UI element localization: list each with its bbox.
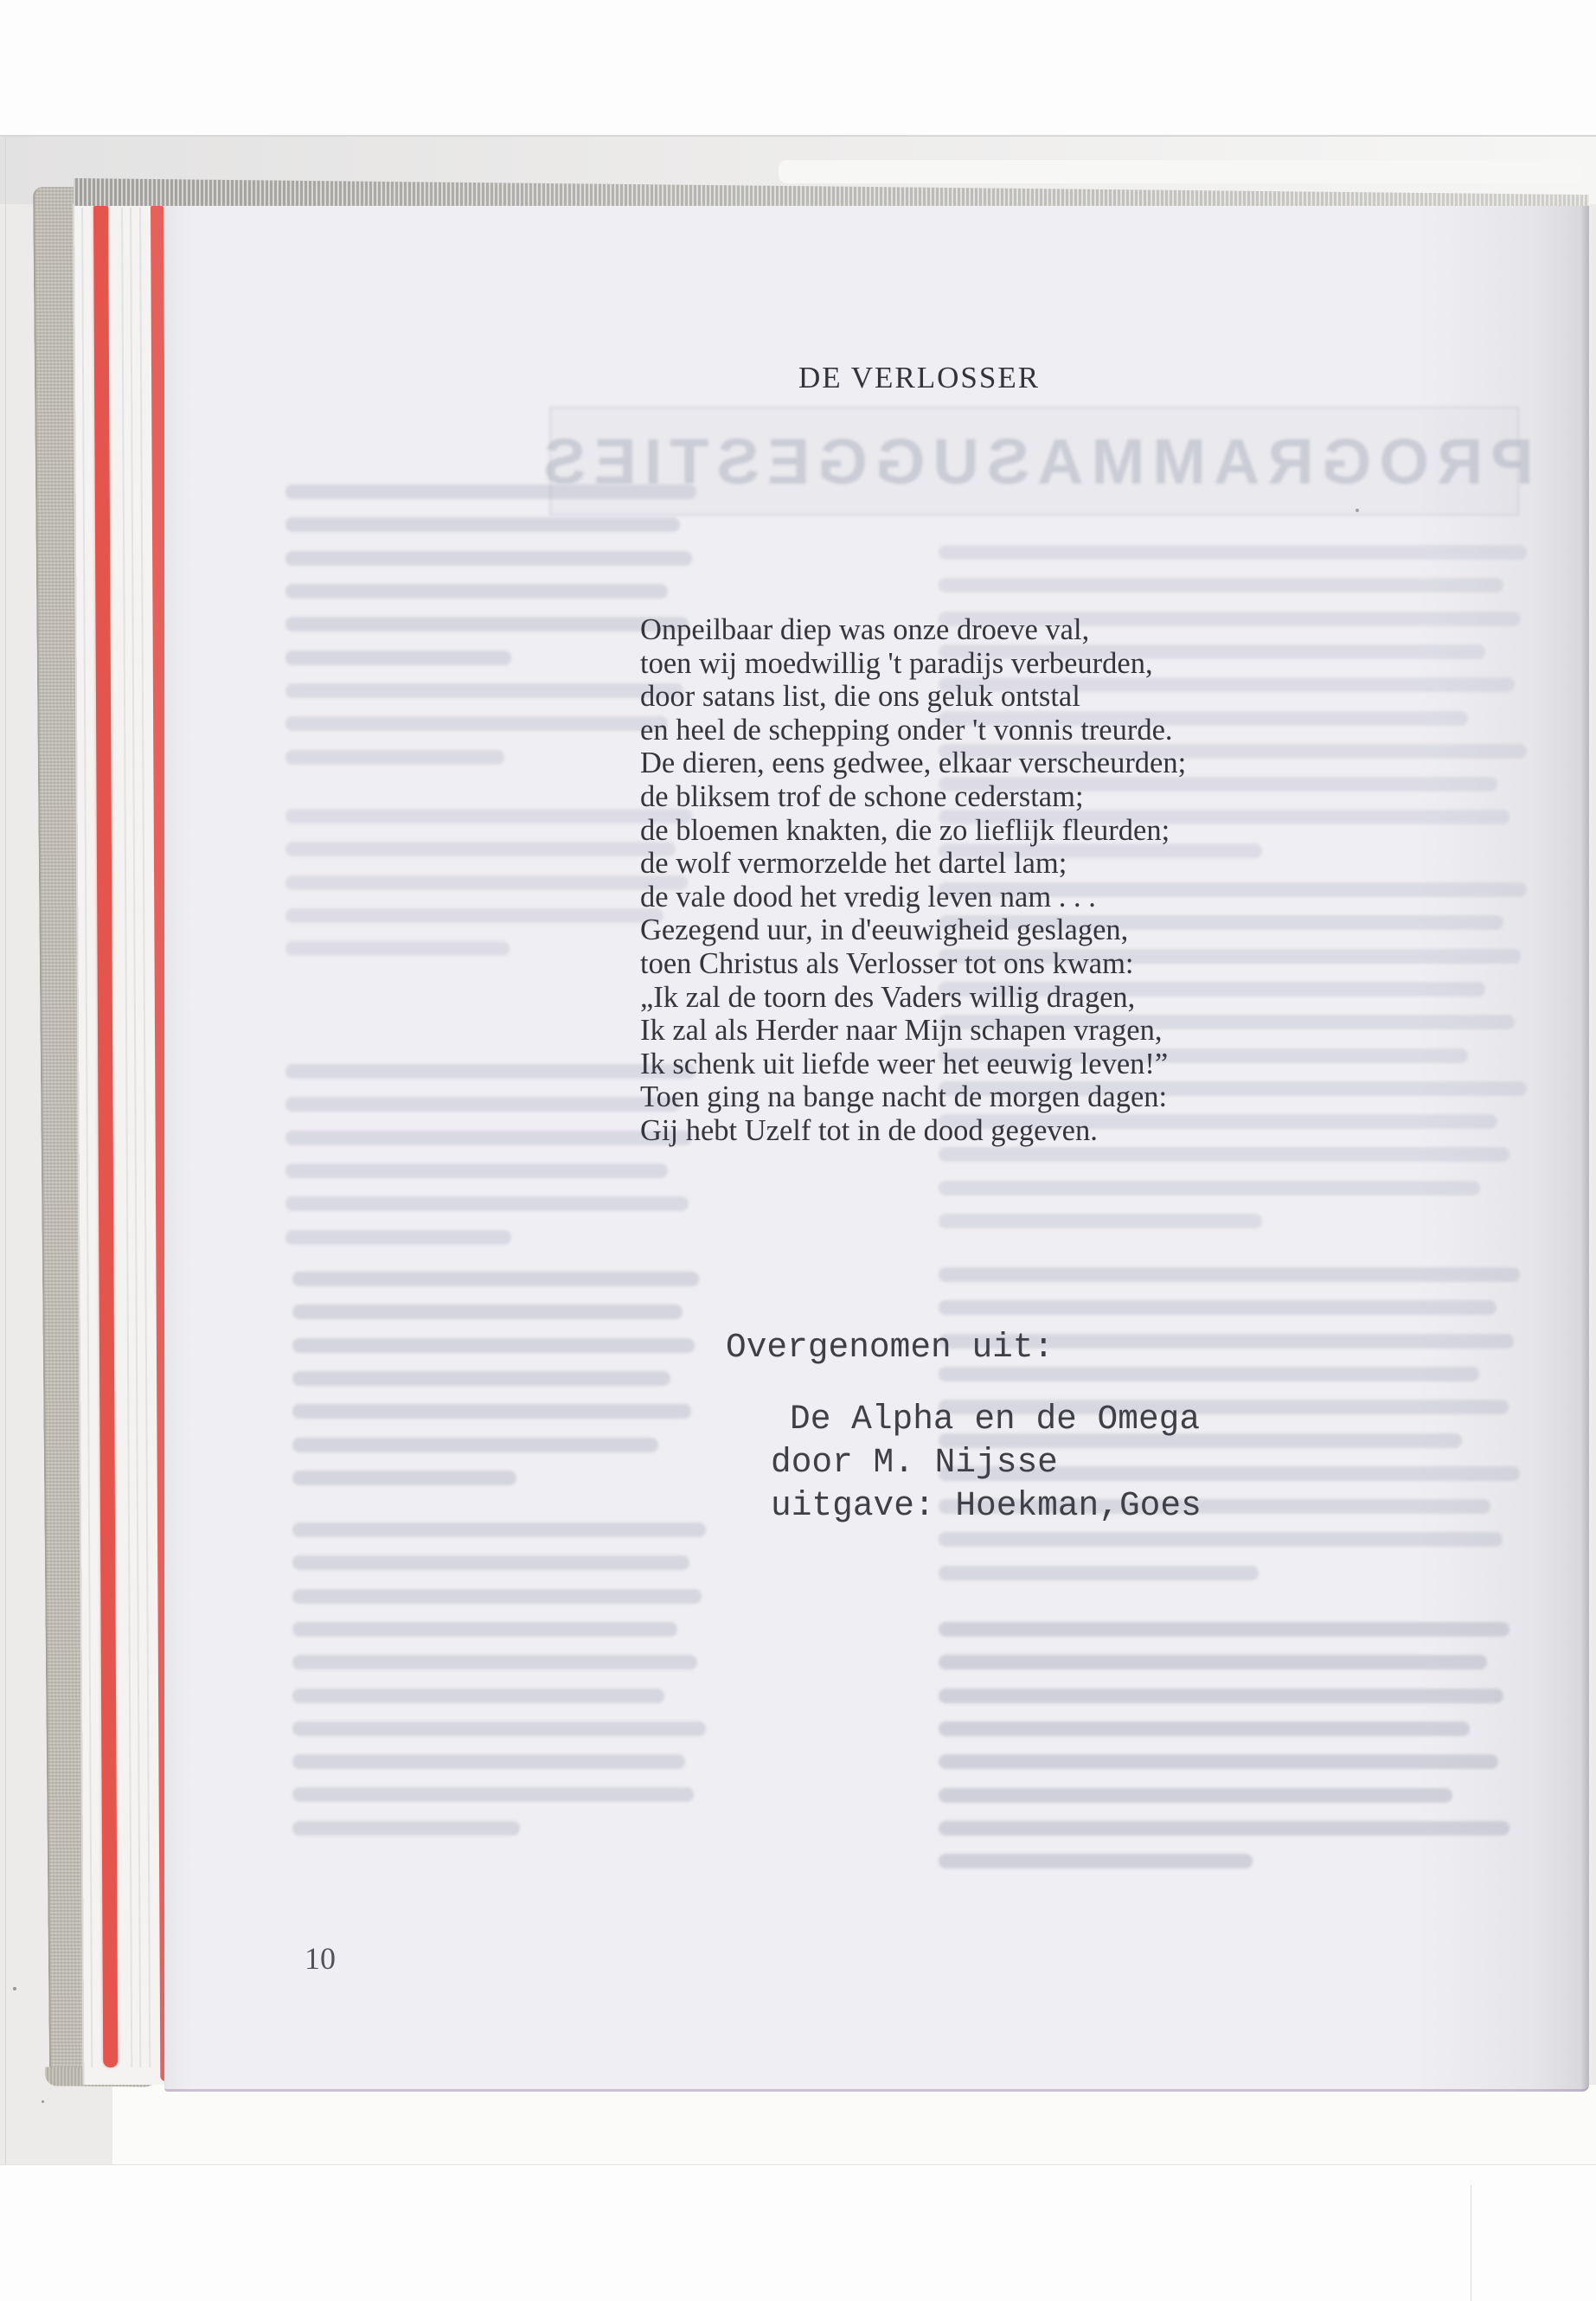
ghost-text-line [292,1272,699,1286]
ghost-text-line [292,1622,677,1637]
dust-speck [42,2100,44,2103]
scan-frame-line [0,135,1596,137]
ghost-text-line [285,517,680,532]
ghost-text-line [939,1532,1503,1547]
ghost-text-line [939,1147,1509,1162]
ghost-text-line [939,1754,1498,1769]
ghost-text-line [292,1721,706,1736]
poem-line: Ik zal als Herder naar Mijn schapen vragen, [640,1014,1163,1048]
ghost-text-line [939,1655,1487,1670]
ghost-text-line [292,1471,516,1485]
ghost-text-line [285,716,668,731]
ghost-text-line [292,1338,695,1353]
page-top-glare [779,160,1583,183]
ghost-text-line [292,1754,685,1769]
ghost-text-line [285,941,510,956]
page-edge-hairline [139,208,151,2067]
ghost-text-line [285,809,692,824]
ghost-text-line [285,584,668,599]
ghost-text-line [939,1854,1253,1868]
poem-line: de vale dood het vredig leven nam . . . [640,880,1096,913]
ghost-text-line [285,1230,511,1245]
ghost-text-line [939,1622,1509,1637]
ghost-text-line [939,578,1503,593]
attribution-heading: Overgenomen uit: [726,1328,1054,1367]
ghost-text-line [939,1689,1503,1703]
page-edge-hairline [81,208,93,2067]
book-page [164,202,1589,2092]
attribution-line: uitgave: Hoekman,Goes [771,1486,1202,1525]
page-edges-stack [73,204,176,2085]
ghost-text-line [939,1821,1509,1836]
page-title: DE VERLOSSER [798,361,1041,394]
ghost-text-line [285,484,696,499]
ghost-text-line [292,1655,697,1670]
ghost-text-line [292,1821,520,1836]
poem-line: toen Christus als Verlosser tot ons kwam: [640,946,1134,980]
poem-line: en heel de schepping onder 't vonnis treurde. [640,713,1173,747]
ghost-text-line [939,1267,1520,1282]
poem-line: Ik schenk uit liefde weer het eeuwig leven!” [640,1047,1169,1080]
ghost-text-line [939,1181,1480,1195]
ghost-text-line [292,1371,670,1386]
ghost-text-line [285,1064,696,1079]
ghost-text-line [285,617,689,631]
photo-left-edge [5,137,6,2164]
ghost-text-line [292,1438,658,1452]
page-number: 10 [304,1941,336,1976]
poem-line: De dieren, eens gedwee, elkaar verscheurden; [640,747,1187,780]
ghost-text-line [939,1721,1470,1736]
ghost-text-line [285,551,692,566]
ghost-text-line [285,875,688,890]
ghost-text-line [285,1196,689,1211]
page-edge-hairline [130,208,141,2067]
photo-bottom-edge [0,2164,1596,2165]
ghost-text-line [292,1404,691,1419]
ghost-text-line [285,651,511,665]
ghost-text-line [939,1788,1452,1803]
ghost-text-line [939,1300,1497,1315]
ghost-text-line [285,683,683,698]
red-edge-stripe-1 [93,206,118,2067]
poem-line: Gezegend uur, in d'eeuwigheid geslagen, [640,913,1129,947]
ghost-text-line [285,1131,692,1145]
poem-line: toen wij moedwillig 't paradijs verbeurden, [640,646,1153,680]
ghost-text-line [292,1555,689,1570]
attribution-line: door M. Nijsse [771,1443,1058,1482]
ghost-text-line [939,1566,1259,1580]
poem-line: Onpeilbaar diep was onze droeve val, [640,613,1090,646]
photo-bottom-white [112,2085,1596,2164]
ghost-text-line [292,1689,664,1703]
poem-line: „Ik zal de toorn des Vaders willig dragen, [640,980,1136,1014]
ghost-title-text: PROGRAMMASUGGESTIES [535,425,1534,497]
ghost-text-line [939,545,1527,560]
ghost-text-line [939,1214,1262,1228]
poem-line: de wolf vermorzelde het dartel lam; [640,847,1067,881]
ghost-text-line [285,842,676,856]
ghost-text-line [285,750,504,765]
poem-line: de bliksem trof de schone cederstam; [640,779,1084,813]
ghost-title-banner [535,407,1534,516]
ghost-text-line [292,1589,702,1604]
ghost-text-line [292,1304,683,1319]
ghost-text-line [285,1163,668,1178]
ghost-text-line [292,1522,706,1537]
dust-speck [13,1987,16,1990]
poem-line: de bloemen knakten, die zo lieflijk fleurden; [640,813,1170,847]
ghost-text-line [292,1787,694,1802]
ghost-text-line [939,1367,1479,1381]
poem-line: Toen ging na bange nacht de morgen dagen: [640,1080,1168,1114]
poem [640,613,1298,1148]
ghost-text-line [285,908,663,923]
poem-line: door satans list, die ons geluk ontstal [640,680,1080,714]
ghost-text-line [285,1097,680,1112]
poem-line: Gij hebt Uzelf tot in de dood gegeven. [640,1113,1098,1147]
attribution-line: De Alpha en de Omega [790,1400,1201,1439]
